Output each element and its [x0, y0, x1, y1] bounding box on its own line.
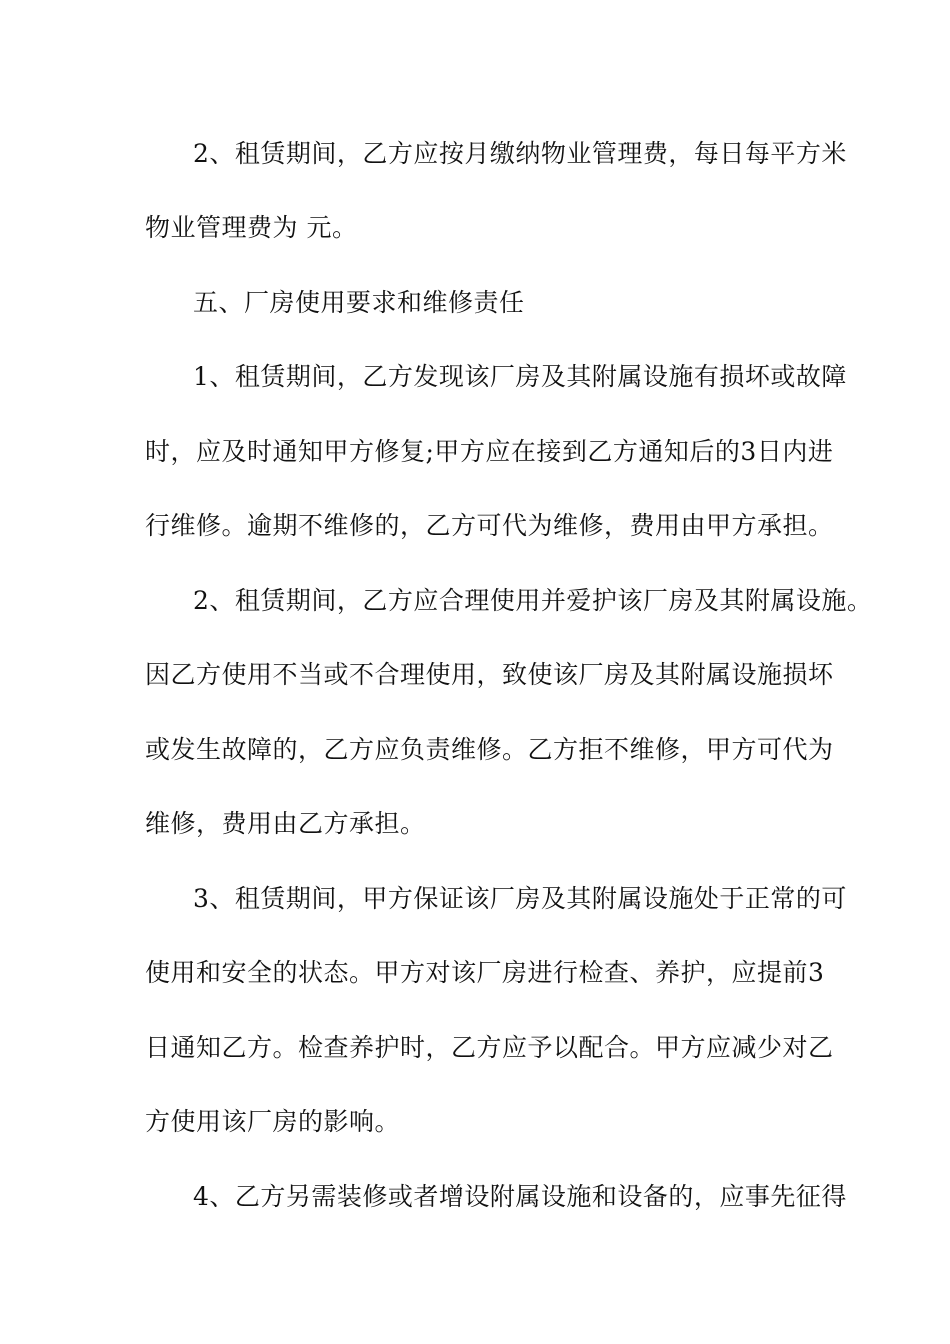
paragraph-line: 日通知乙方。检查养护时，乙方应予以配合。甲方应减少对乙: [145, 1033, 834, 1062]
paragraph-line: 维修，费用由乙方承担。: [145, 809, 426, 838]
paragraph-line: 3、租赁期间，甲方保证该厂房及其附属设施处于正常的可: [193, 884, 847, 913]
paragraph-line: 时，应及时通知甲方修复;甲方应在接到乙方通知后的3日内进: [145, 437, 834, 466]
paragraph-line: 方使用该厂房的影响。: [145, 1107, 401, 1136]
paragraph-line: 1、租赁期间，乙方发现该厂房及其附属设施有损坏或故障: [193, 362, 847, 391]
paragraph-line: 或发生故障的，乙方应负责维修。乙方拒不维修，甲方可代为: [145, 735, 834, 764]
paragraph-line: 4、乙方另需装修或者增设附属设施和设备的，应事先征得: [193, 1182, 847, 1211]
paragraph-line: 因乙方使用不当或不合理使用，致使该厂房及其附属设施损坏: [145, 660, 834, 689]
paragraph-line: 行维修。逾期不维修的，乙方可代为维修，费用由甲方承担。: [145, 511, 834, 540]
paragraph-line: 2、租赁期间，乙方应按月缴纳物业管理费，每日每平方米: [193, 139, 847, 168]
section-heading: 五、厂房使用要求和维修责任: [193, 288, 525, 317]
paragraph-line: 使用和安全的状态。甲方对该厂房进行检查、养护，应提前3: [145, 958, 825, 987]
paragraph-line: 物业管理费为 元。: [145, 213, 358, 242]
paragraph-line: 2、租赁期间，乙方应合理使用并爱护该厂房及其附属设施。: [193, 586, 873, 615]
